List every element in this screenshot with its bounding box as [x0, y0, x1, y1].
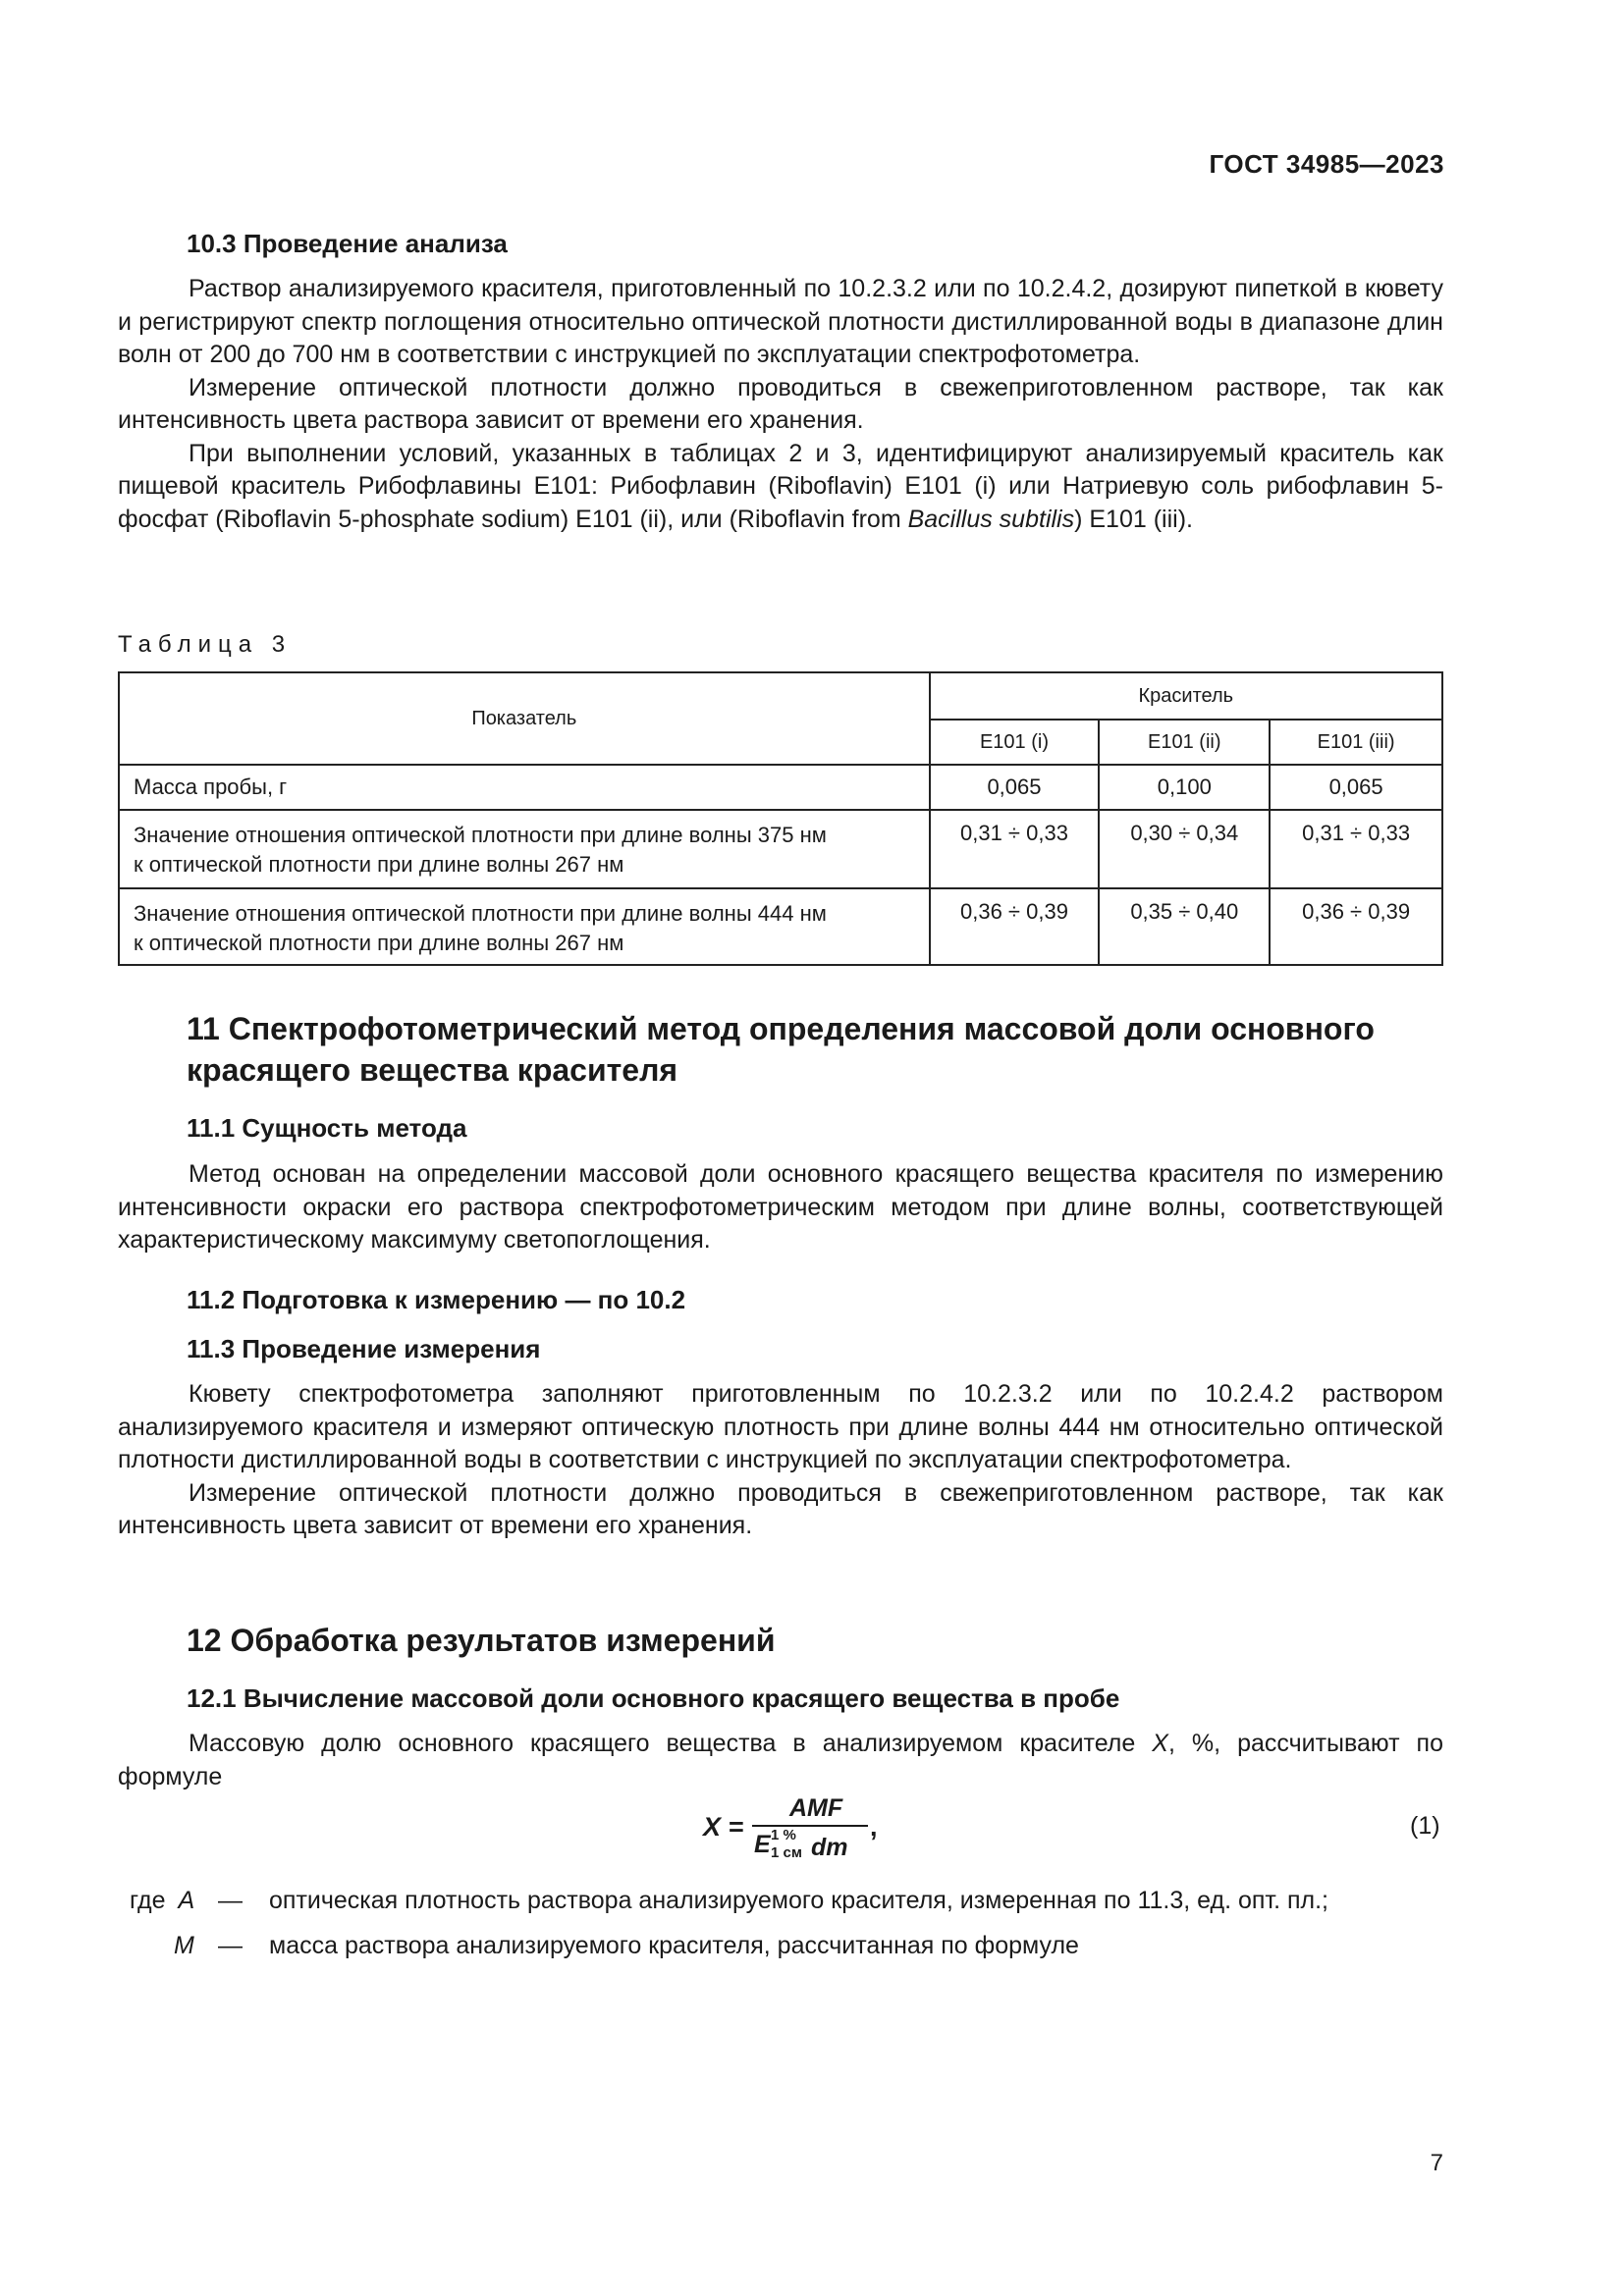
section-11-2-heading: 11.2 Подготовка к измерению — по 10.2	[187, 1285, 686, 1314]
row-label: Значение отношения оптической плотности при длине волны 375 нм к оптической плотности при длине волны 267 нм	[119, 810, 930, 888]
formula-1	[703, 1794, 919, 1863]
definition-row	[130, 1887, 1329, 1915]
definition-text: масса раствора анализируемого красителя, рассчитанная по формуле	[269, 1932, 1079, 1959]
paragraph: Массовую долю основного красящего вещества в анализируемом красителе X, %, рассчитывают по формуле	[118, 1730, 1444, 1790]
table-cell: 0,31 ÷ 0,33	[1270, 810, 1442, 888]
formula-superscript: 1 %	[771, 1827, 796, 1843]
paragraph: Раствор анализируемого красителя, приготовленный по 10.2.3.2 или по 10.2.4.2, дозируют пипеткой в кювету и регистрируют спектр поглощения относительно оптической плотности дистиллированной воды в диапазоне длин волн от 200 до 700 нм в соответствии с инструкцией по эксплуатации спектрофотометра.	[118, 275, 1443, 368]
table-cell: 0,36 ÷ 0,39	[1270, 888, 1442, 965]
formula-number: (1)	[1410, 1812, 1440, 1840]
column-header: Е101 (ii)	[1099, 720, 1270, 765]
header-dye: Краситель	[930, 672, 1442, 720]
definition-dash: —	[218, 1887, 243, 1914]
section-12-1-body	[118, 1728, 1443, 1793]
formula-denominator-E: E	[754, 1831, 771, 1858]
table-cell: 0,30 ÷ 0,34	[1099, 810, 1270, 888]
table-cell: 0,100	[1099, 765, 1270, 810]
paragraph: Кювету спектрофотометра заполняют приготовленным по 10.2.3.2 или по 10.2.4.2 раствором анализируемого красителя и измеряют оптическую плотность при длине волны 444 нм относительно оптической плотности дистиллированной воды в соответствии с инструкцией по эксплуатации спектрофотометра.	[118, 1380, 1443, 1473]
table-3	[118, 671, 1443, 966]
formula-numerator: AMF	[789, 1794, 843, 1822]
paragraph: Измерение оптической плотности должно проводиться в свежеприготовленном растворе, так как интенсивность цвета зависит от времени его хранения.	[118, 1478, 1443, 1539]
formula-subscript: 1 см	[771, 1844, 802, 1861]
section-10-3-heading: 10.3 Проведение анализа	[187, 229, 508, 258]
row-label: Масса пробы, г	[119, 765, 930, 810]
section-11-3-body	[118, 1378, 1443, 1543]
section-12-1-heading: 12.1 Вычисление массовой доли основного красящего вещества в пробе	[187, 1683, 1120, 1713]
column-header: Е101 (i)	[930, 720, 1100, 765]
definition-symbol: M	[174, 1932, 194, 1959]
paragraph: При выполнении условий, указанных в таблицах 2 и 3, идентифицируют анализируемый краситель как пищевой краситель Рибофлавины Е101: Рибофлавин (Riboflavin) Е101 (i) или Натриевую соль рибофлавин 5-фосфат (Riboflavin 5-phosphate sodium) Е101 (ii), или (Riboflavin from Bacillus subtilis) Е101 (iii).	[118, 439, 1443, 533]
definition-prefix: где	[130, 1887, 166, 1914]
section-11-3-heading: 11.3 Проведение измерения	[187, 1334, 541, 1363]
table-cell: 0,065	[1270, 765, 1442, 810]
paragraph: Измерение оптической плотности должно проводиться в свежеприготовленном растворе, так как интенсивность цвета раствора зависит от времени его хранения.	[118, 373, 1443, 434]
formula-lhs: X =	[703, 1812, 744, 1842]
header-indicator: Показатель	[119, 672, 930, 765]
table-cell: 0,36 ÷ 0,39	[930, 888, 1100, 965]
definition-text: оптическая плотность раствора анализируемого красителя, измеренная по 11.3, ед. опт. пл.;	[269, 1887, 1329, 1914]
section-12-heading: 12 Обработка результатов измерений	[187, 1623, 776, 1658]
definition-symbol: A	[178, 1887, 195, 1914]
paragraph: Метод основан на определении массовой доли основного красящего вещества красителя по измерению интенсивности окраски его раствора спектрофотометрическим методом при длине волны, соответствующей характеристическому максимуму светопоглощения.	[118, 1160, 1443, 1254]
fraction-bar	[752, 1825, 868, 1827]
table-cell: 0,35 ÷ 0,40	[1099, 888, 1270, 965]
formula-comma: ,	[870, 1812, 878, 1842]
table-cell: 0,065	[930, 765, 1100, 810]
section-11-heading: 11 Спектрофотометрический метод определения массовой доли основного красящего вещества красителя	[187, 1011, 1375, 1088]
section-10-3-body	[118, 273, 1443, 536]
document-header: ГОСТ 34985—2023	[1209, 149, 1444, 179]
definition-dash: —	[218, 1932, 243, 1959]
page-number: 7	[1430, 2150, 1443, 2176]
row-label: Значение отношения оптической плотности при длине волны 444 нм к оптической плотности при длине волны 267 нм	[119, 888, 930, 965]
table-cell: 0,31 ÷ 0,33	[930, 810, 1100, 888]
formula-denominator-rest: dm	[811, 1834, 848, 1861]
table-caption: Таблица 3	[118, 631, 293, 658]
column-header: Е101 (iii)	[1270, 720, 1442, 765]
section-11-1-body	[118, 1158, 1443, 1257]
section-11-1-heading: 11.1 Сущность метода	[187, 1113, 467, 1143]
